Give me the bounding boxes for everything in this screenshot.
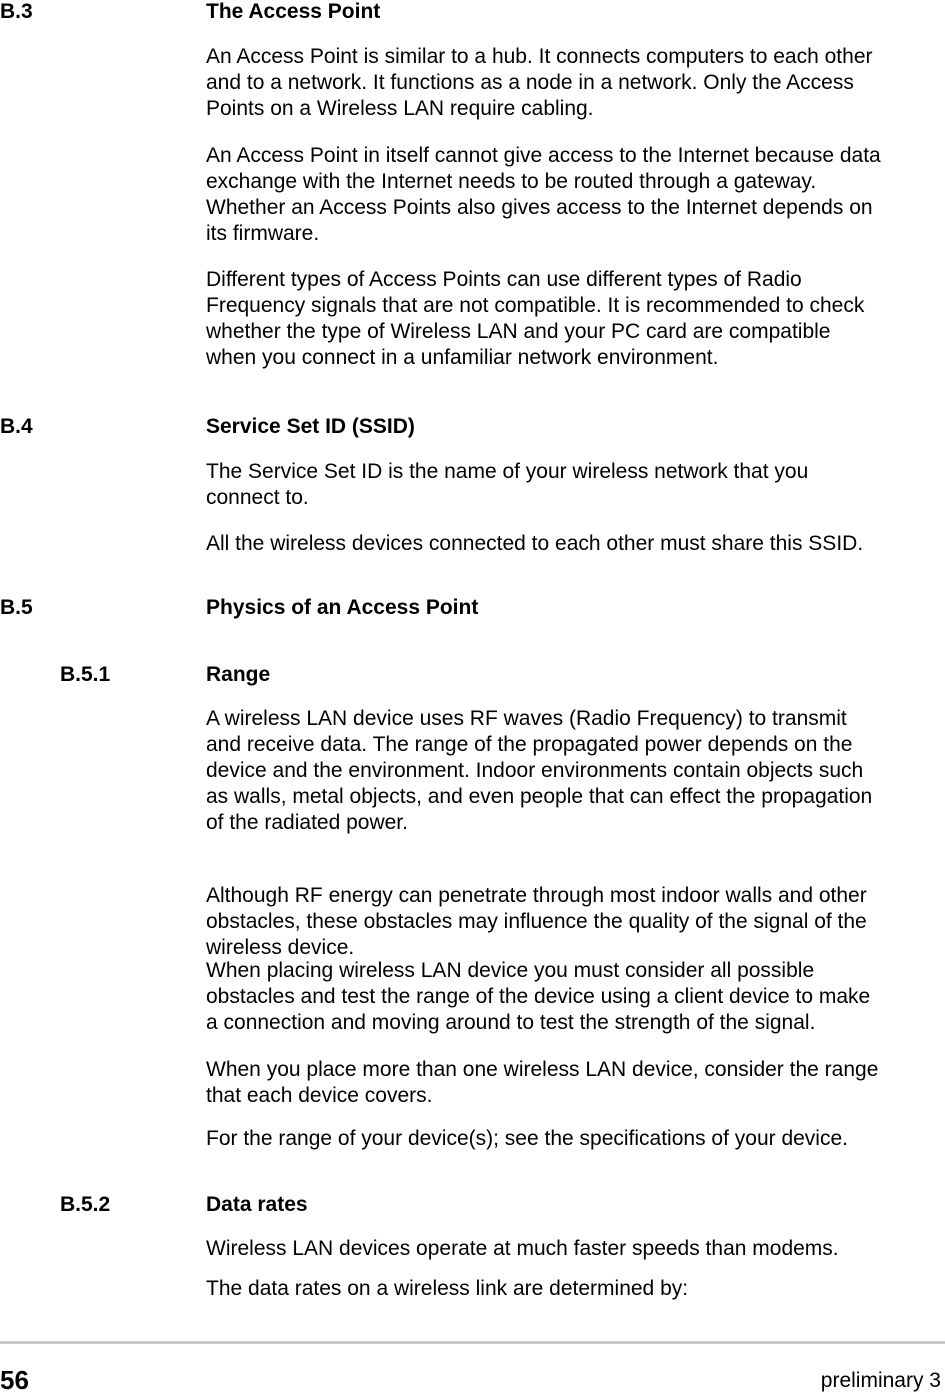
footer-divider (0, 1341, 945, 1344)
paragraph: Wireless LAN devices operate at much faster speeds than modems. (206, 1237, 839, 1260)
section-number: B.3 (0, 0, 33, 23)
paragraph: An Access Point in itself cannot give access to the Internet because data exchange with the Internet needs to be routed through a gateway. Whether an Access Points also gives access to the Internet depends on its firmware. (206, 144, 881, 245)
section-number: B.5 (0, 596, 33, 619)
section-heading: The Access Point (206, 0, 381, 23)
footer-label: preliminary 3 (820, 1369, 941, 1392)
subsection-heading: Range (206, 663, 271, 686)
paragraph: The Service Set ID is the name of your wireless network that you connect to. (206, 460, 809, 509)
paragraph: When placing wireless LAN device you must consider all possible obstacles and test the range of the device using a client device to make a connection and moving around to test the strength of the signal. (206, 959, 871, 1034)
section-heading: Physics of an Access Point (206, 596, 479, 619)
paragraph: An Access Point is similar to a hub. It connects computers to each other and to a network. It functions as a node in a network. Only the Access Points on a Wireless LAN require cabling. (206, 45, 873, 120)
paragraph: Different types of Access Points can use different types of Radio Frequency signals that are not compatible. It is recommended to check whether the type of Wireless LAN and your PC card are compatible when you connect in a unfamiliar network environment. (206, 268, 865, 369)
paragraph: All the wireless devices connected to each other must share this SSID. (206, 532, 864, 555)
paragraph: A wireless LAN device uses RF waves (Radio Frequency) to transmit and receive data. The range of the propagated power depends on the device and the environment. Indoor environments contain objects such as walls, metal objects, and even people that can effect the propagation of the radiated power. (206, 707, 873, 834)
subsection-number: B.5.1 (60, 663, 111, 686)
subsection-number: B.5.2 (60, 1193, 111, 1216)
subsection-heading: Data rates (206, 1193, 308, 1216)
paragraph: When you place more than one wireless LAN device, consider the range that each device covers. (206, 1058, 879, 1107)
page-number: 56 (0, 1365, 29, 1395)
section-heading: Service Set ID (SSID) (206, 415, 415, 438)
paragraph: For the range of your device(s); see the specifications of your device. (206, 1127, 848, 1150)
paragraph: The data rates on a wireless link are determined by: (206, 1277, 689, 1300)
paragraph: Although RF energy can penetrate through most indoor walls and other obstacles, these obstacles may influence the quality of the signal of the wireless device. (206, 884, 867, 959)
section-number: B.4 (0, 415, 33, 438)
